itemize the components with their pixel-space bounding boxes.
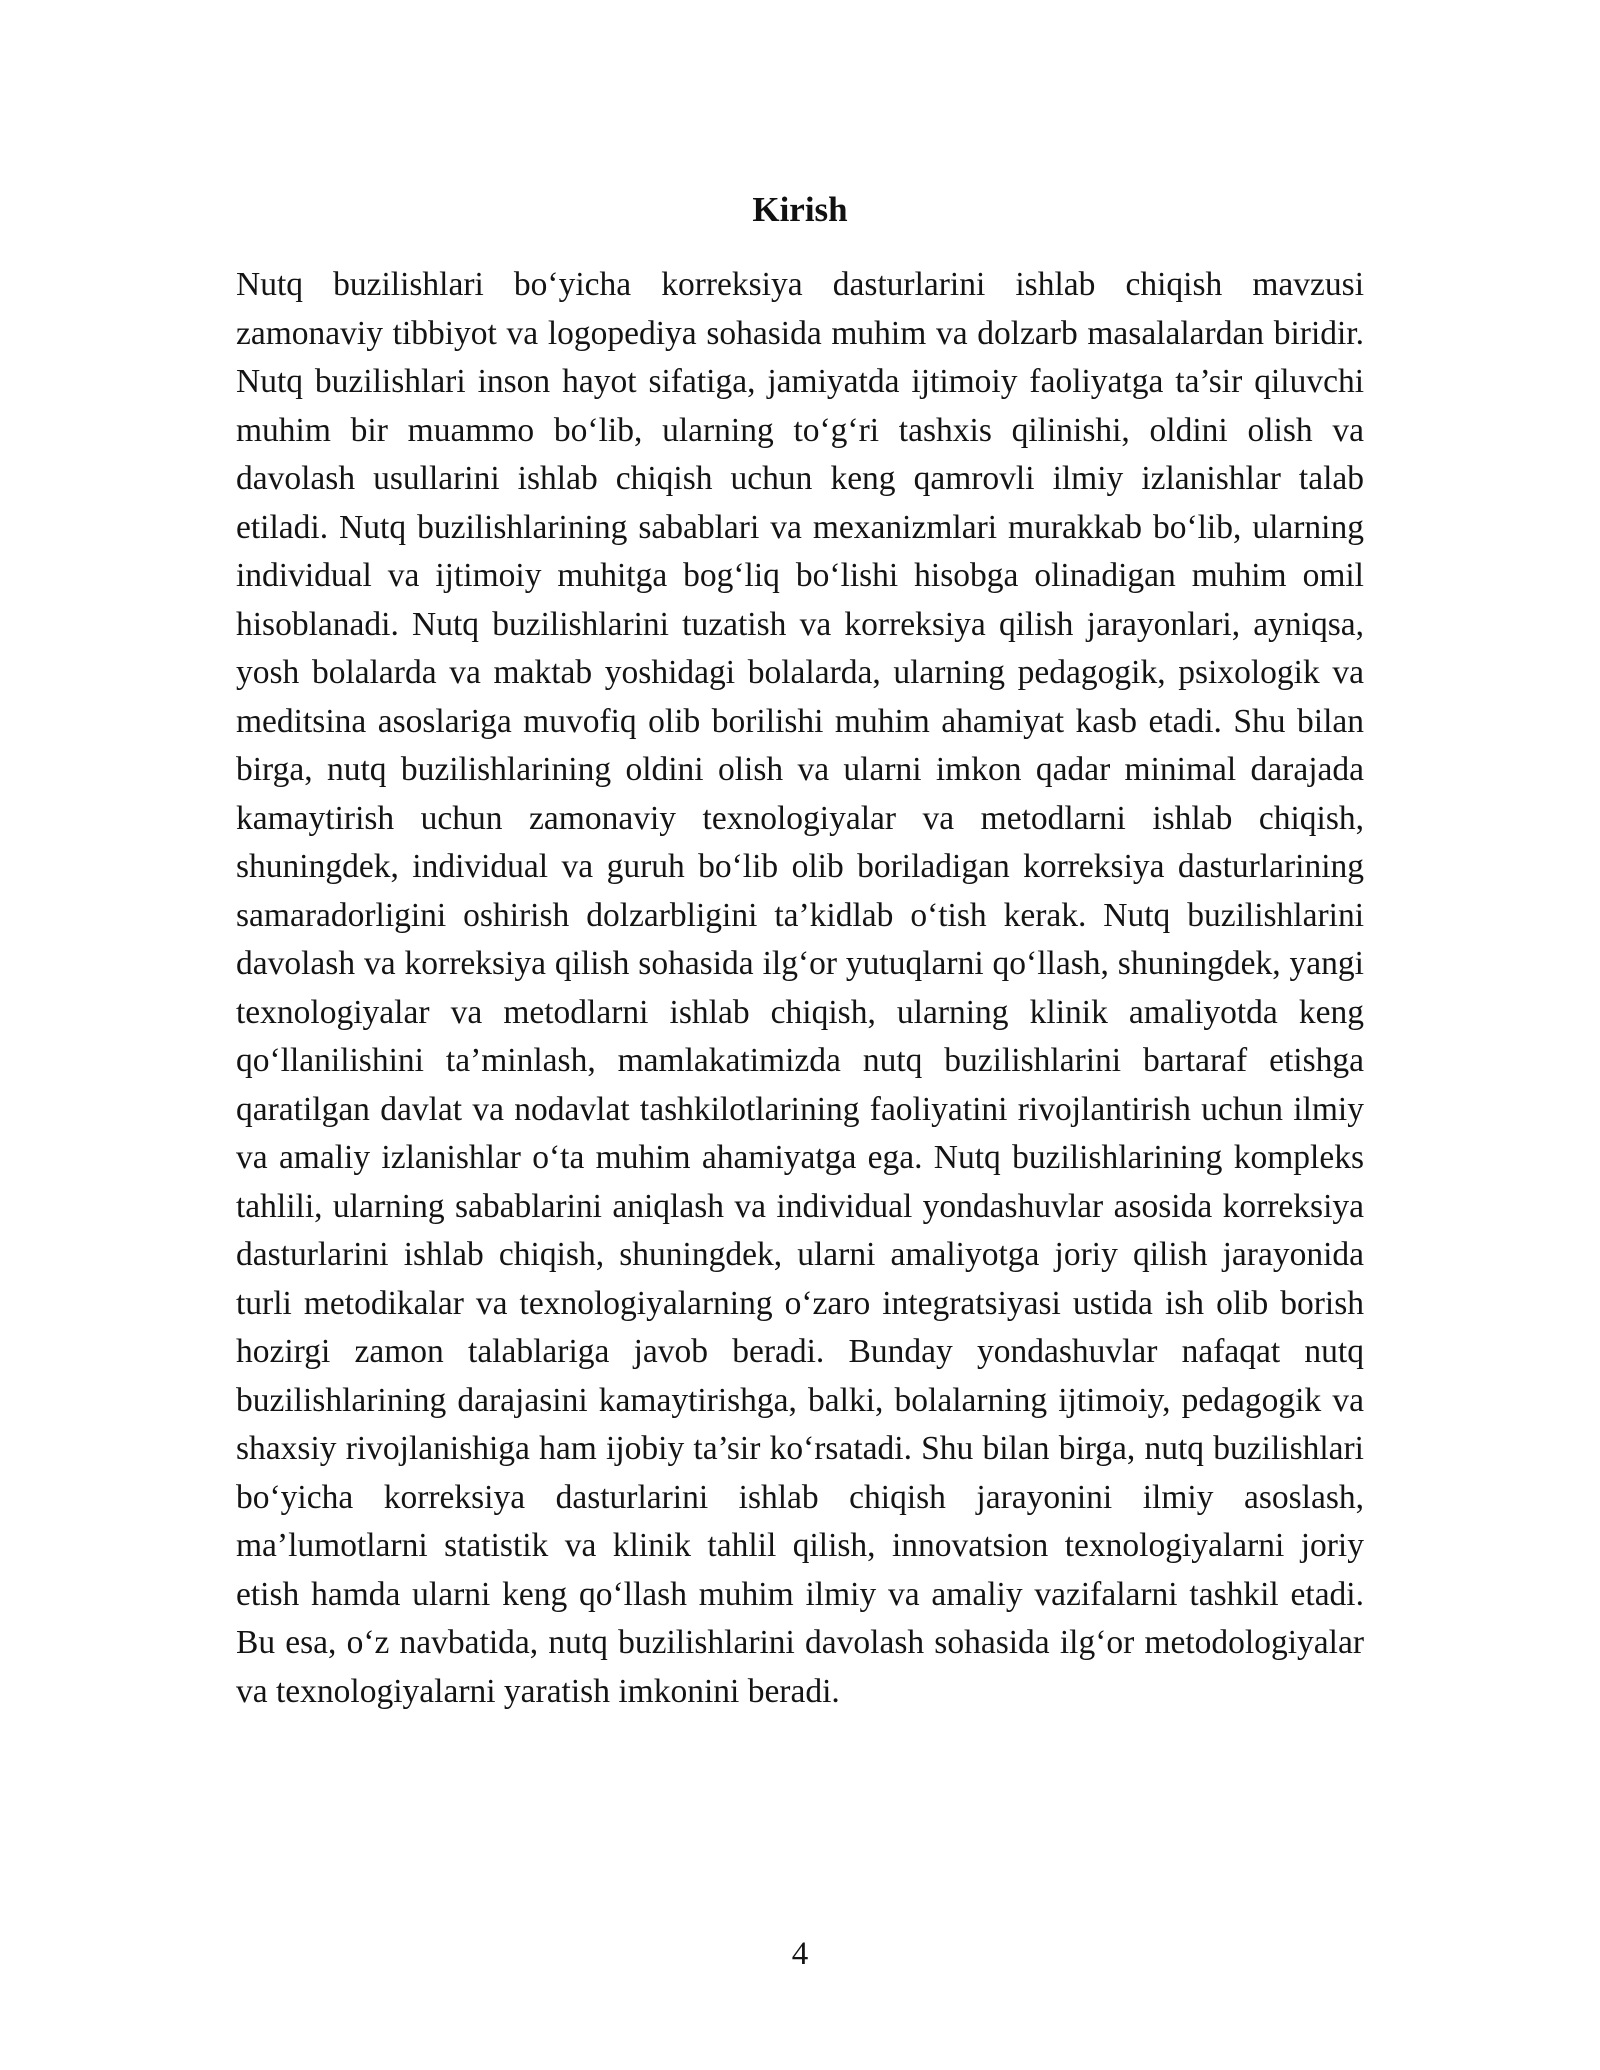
section-heading: Kirish — [752, 190, 848, 229]
body-paragraph: Nutq buzilishlari bo‘yicha korreksiya dasturlarini ishlab chiqish mavzusi zamonaviy tibbiyot va logopediya sohasida muhim va dolzarb masalalardan biridir. Nutq buzilishlari inson hayot sifatiga, jamiyatda ijtimoiy faoliyatga ta’sir qiluvchi muhim bir muammo bo‘lib, ularning to‘g‘ri tashxis qilinishi, oldini olish va davolash usullarini ishlab chiqish uchun keng qamrovli ilmiy izlanishlar talab etiladi. Nutq buzilishlarining sabablari va mexanizmlari murakkab bo‘lib, ularning individual va ijtimoiy muhitga bog‘liq bo‘lishi hisobga olinadigan muhim omil hisoblanadi. Nutq buzilishlarini tuzatish va korreksiya qilish jarayonlari, ayniqsa, yosh bolalarda va maktab yoshidagi bolalarda, ularning pedagogik, psixologik va meditsina asoslariga muvofiq olib borilishi muhim ahamiyat kasb etadi. Shu bilan birga, nutq buzilishlarining oldini olish va ularni imkon qadar minimal darajada kamaytirish uchun zamonaviy texnologiyalar va metodlarni ishlab chiqish, shuningdek, individual va guruh bo‘lib olib boriladigan korreksiya dasturlarining samaradorligini oshirish dolzarbligini ta’kidlab o‘tish kerak. Nutq buzilishlarini davolash va korreksiya qilish sohasida ilg‘or yutuqlarni qo‘llash, shuningdek, yangi texnologiyalar va metodlarni ishlab chiqish, ularning klinik amaliyotda keng qo‘llanilishini ta’minlash, mamlakatimizda nutq buzilishlarini bartaraf etishga qaratilgan davlat va nodavlat tashkilotlarining faoliyatini rivojlantirish uchun ilmiy va amaliy izlanishlar o‘ta muhim ahamiyatga ega. Nutq buzilishlarining kompleks tahlili, ularning sabablarini aniqlash va individual yondashuvlar asosida korreksiya dasturlarini ishlab chiqish, shuningdek, ularni amaliyotga joriy qilish jarayonida turli metodikalar va texnologiyalarning o‘zaro integratsiyasi ustida ish olib borish hozirgi zamon talablariga javob beradi. Bunday yondashuvlar nafaqat nutq buzilishlarining darajasini kamaytirishga, balki, bolalarning ijtimoiy, pedagogik va shaxsiy rivojlanishiga ham ijobiy ta’sir ko‘rsatadi. Shu bilan birga, nutq buzilishlari bo‘yicha korreksiya dasturlarini ishlab chiqish jarayonini ilmiy asoslash, ma’lumotlarni statistik va klinik tahlil qilish, innovatsion texnologiyalarni joriy etish hamda ularni keng qo‘llash muhim ilmiy va amaliy vazifalarni tashkil etadi. Bu esa, o‘z navbatida, nutq buzilishlarini davolash sohasida ilg‘or metodologiyalar va texnologiyalarni yaratish imkonini beradi. — [236, 266, 1364, 1710]
page-number: 4 — [791, 1936, 809, 1972]
